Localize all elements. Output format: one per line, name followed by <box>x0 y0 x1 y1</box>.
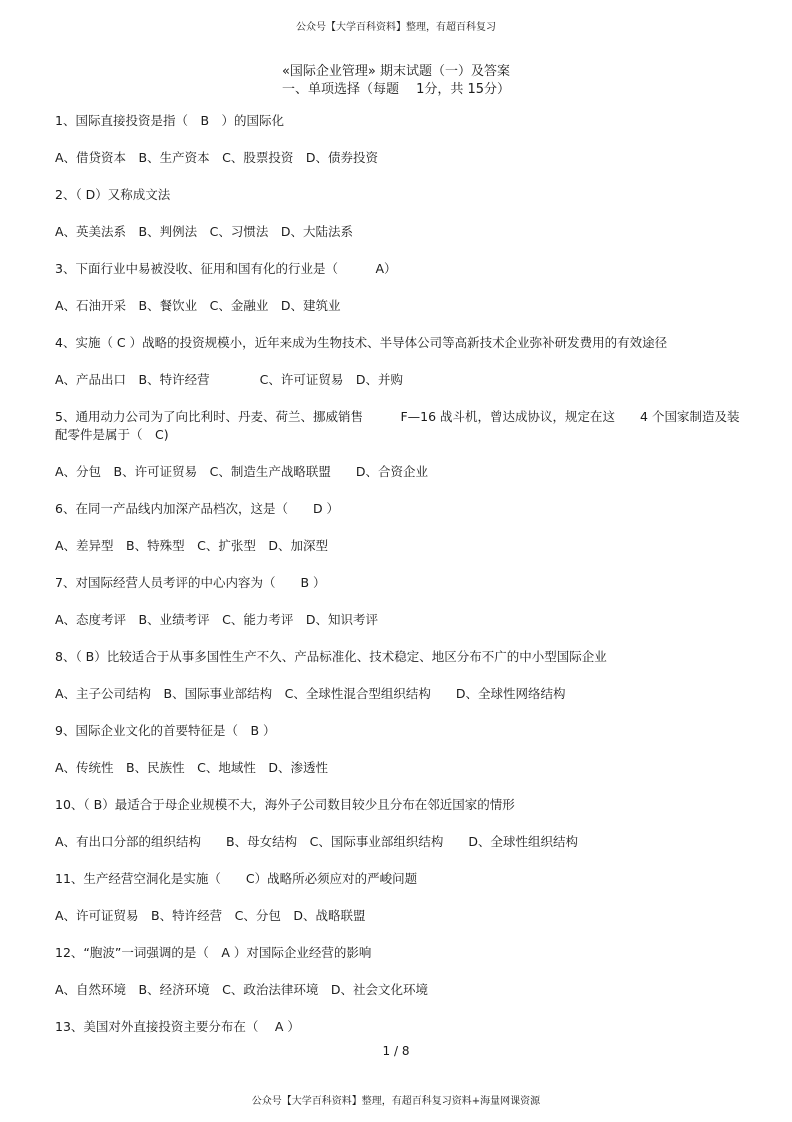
document-title: «国际企业管理» 期末试题（一）及答案 <box>281 64 511 79</box>
question-11: 11、生产经营空洞化是实施（ C）战略所必须应对的严峻问题 <box>55 871 418 886</box>
page-number: 1 / 8 <box>382 1044 410 1058</box>
question-8: 8、（ B）比较适合于从事多国性生产不久、产品标准化、技术稳定、地区分布不广的中小型国际企业 <box>55 649 607 664</box>
page-header: 公众号【大学百科资料】整理，有超百科复习 <box>296 22 496 33</box>
question-1: 1、国际直接投资是指（ B ）的国际化 <box>55 113 285 128</box>
question-list <box>55 112 745 1055</box>
question-2: 2、（ D）又称成文法 <box>55 187 171 202</box>
options-6: A、差异型 B、特殊型 C、扩张型 D、加深型 <box>55 538 328 553</box>
options-4: A、产品出口 B、特许经营 C、许可证贸易 D、并购 <box>55 372 403 387</box>
question-12: 12、“胞波”一词强调的是（ A ）对国际企业经营的影响 <box>55 945 372 960</box>
question-13: 13、美国对外直接投资主要分布在（ A ） <box>55 1019 300 1034</box>
options-2: A、英美法系 B、判例法 C、习惯法 D、大陆法系 <box>55 224 353 239</box>
question-4: 4、实施（ C ）战略的投资规模小，近年来成为生物技术、半导体公司等高新技术企业弥补研发费用的有效途径 <box>55 335 668 350</box>
options-8: A、主子公司结构 B、国际事业部结构 C、全球性混合型组织结构 D、全球性网络结构 <box>55 686 566 701</box>
options-1: A、借贷资本 B、生产资本 C、股票投资 D、债券投资 <box>55 150 378 165</box>
question-7: 7、对国际经营人员考评的中心内容为（ B ） <box>55 575 326 590</box>
options-7: A、态度考评 B、业绩考评 C、能力考评 D、知识考评 <box>55 612 378 627</box>
options-9: A、传统性 B、民族性 C、地域性 D、渗透性 <box>55 760 328 775</box>
page-footer: 公众号【大学百科资料】整理，有超百科复习资料+海量网课资源 <box>251 1096 541 1107</box>
options-5: A、分包 B、许可证贸易 C、制造生产战略联盟 D、合资企业 <box>55 464 428 479</box>
question-6: 6、在同一产品线内加深产品档次，这是（ D ） <box>55 501 340 516</box>
options-10: A、有出口分部的组织结构 B、母女结构 C、国际事业部组织结构 D、全球性组织结构 <box>55 834 578 849</box>
question-9: 9、国际企业文化的首要特征是（ B ） <box>55 723 276 738</box>
options-3: A、石油开采 B、餐饮业 C、金融业 D、建筑业 <box>55 298 341 313</box>
question-3: 3、下面行业中易被没收、征用和国有化的行业是（ A） <box>55 261 397 276</box>
options-12: A、自然环境 B、经济环境 C、政治法律环境 D、社会文化环境 <box>55 982 428 997</box>
options-11: A、许可证贸易 B、特许经营 C、分包 D、战略联盟 <box>55 908 366 923</box>
question-5: 5、通用动力公司为了向比利时、丹麦、荷兰、挪威销售 F—16 战斗机，曾达成协议，规定在这 4 个国家制造及装配零件是属于（ C) <box>55 409 740 442</box>
section-heading: 一、单项选择（每题 1分，共 15分） <box>281 82 511 97</box>
question-10: 10、（ B）最适合于母企业规模不大，海外子公司数目较少且分布在邻近国家的情形 <box>55 797 515 812</box>
